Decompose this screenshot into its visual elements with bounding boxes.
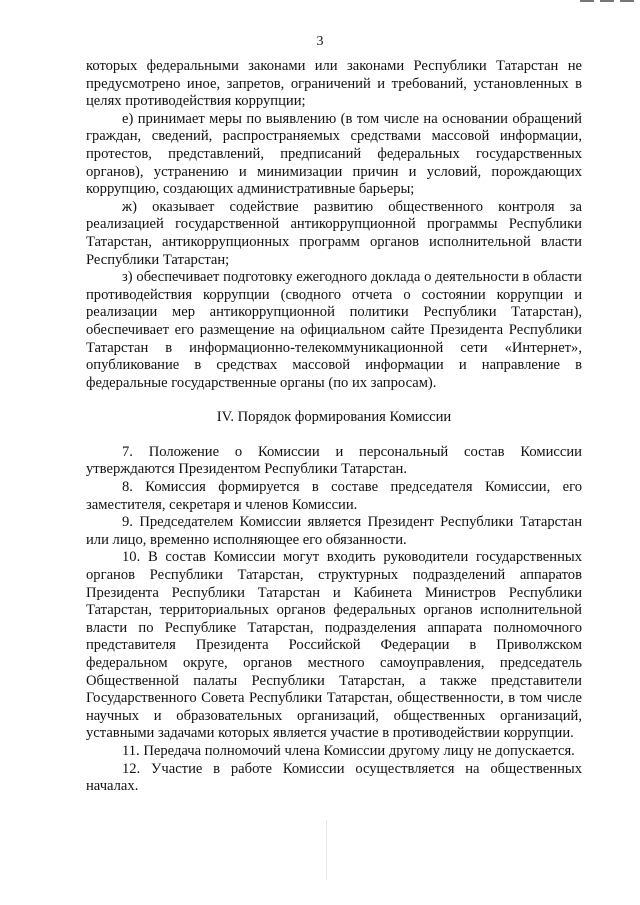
paragraph-continuation: которых федеральными законами или законами Республики Татарстан не предусмотрено иное, запретов, ограничений и требований, установленных в целях противодействия коррупции;	[86, 58, 582, 110]
paragraph-12: 12. Участие в работе Комиссии осуществляется на общественных началах.	[86, 760, 582, 795]
corner-mark	[620, 0, 634, 2]
paragraph-item-z: з) обеспечивает подготовку ежегодного доклада о деятельности в области противодействия коррупции (сводного отчета о состоянии коррупции и реализации мер антикоррупционной политики Республики Татарстан), обеспечивает его размещение на официальном сайте Президента Республики Татарстан в информационно-телекоммуникационной сети «Интернет», опубликование в средствах массовой информации и направление в федеральные государственные органы (по их запросам).	[86, 269, 582, 391]
section-heading: IV. Порядок формирования Комиссии	[216, 409, 452, 426]
paragraph-item-zh: ж) оказывает содействие развитию общественного контроля за реализацией государственной антикоррупционной программы Республики Татарстан, антикоррупционных программ органов исполнительной власти Республики Татарстан;	[86, 198, 582, 268]
paragraph-7: 7. Положение о Комиссии и персональный состав Комиссии утверждаются Президентом Республики Татарстан.	[86, 443, 582, 478]
scan-artifact-line	[326, 820, 327, 880]
paragraph-11: 11. Передача полномочий члена Комиссии другому лицу не допускается.	[122, 742, 575, 759]
corner-mark	[600, 0, 614, 2]
document-body	[86, 58, 582, 796]
page-number: 3	[316, 34, 324, 49]
paragraph-8: 8. Комиссия формируется в составе председателя Комиссии, его заместителя, секретаря и членов Комиссии.	[86, 479, 582, 513]
paragraph-item-e: е) принимает меры по выявлению (в том числе на основании обращений граждан, сведений, распространяемых средствами массовой информации, протестов, представлений, предписаний федеральных государственных органов), устранению и минимизации причин и условий, порождающих коррупцию, создающих административные барьеры;	[86, 110, 582, 198]
paragraph-10: 10. В состав Комиссии могут входить руководители государственных органов Республики Татарстан, структурных подразделений аппаратов Президента Республики Татарстан и Кабинета Министров Республики Татарстан, территориальных органов федеральных органов исполнительной власти по Республике Татарстан, подразделения аппарата полномочного представителя Президента Российской Федерации в Приволжском федеральном округе, органов местного самоуправления, председатель Общественной палаты Республики Татарстан, а также представители Государственного Совета Республики Татарстан, общественности, в том числе научных и образовательных организаций, общественных организаций, уставными задачами которых является участие в противодействии коррупции.	[86, 549, 582, 742]
scan-corner-marks	[580, 0, 634, 2]
paragraph-9: 9. Председателем Комиссии является Президент Республики Татарстан или лицо, временно исполняющее его обязанности.	[86, 514, 582, 548]
corner-mark	[580, 0, 594, 2]
